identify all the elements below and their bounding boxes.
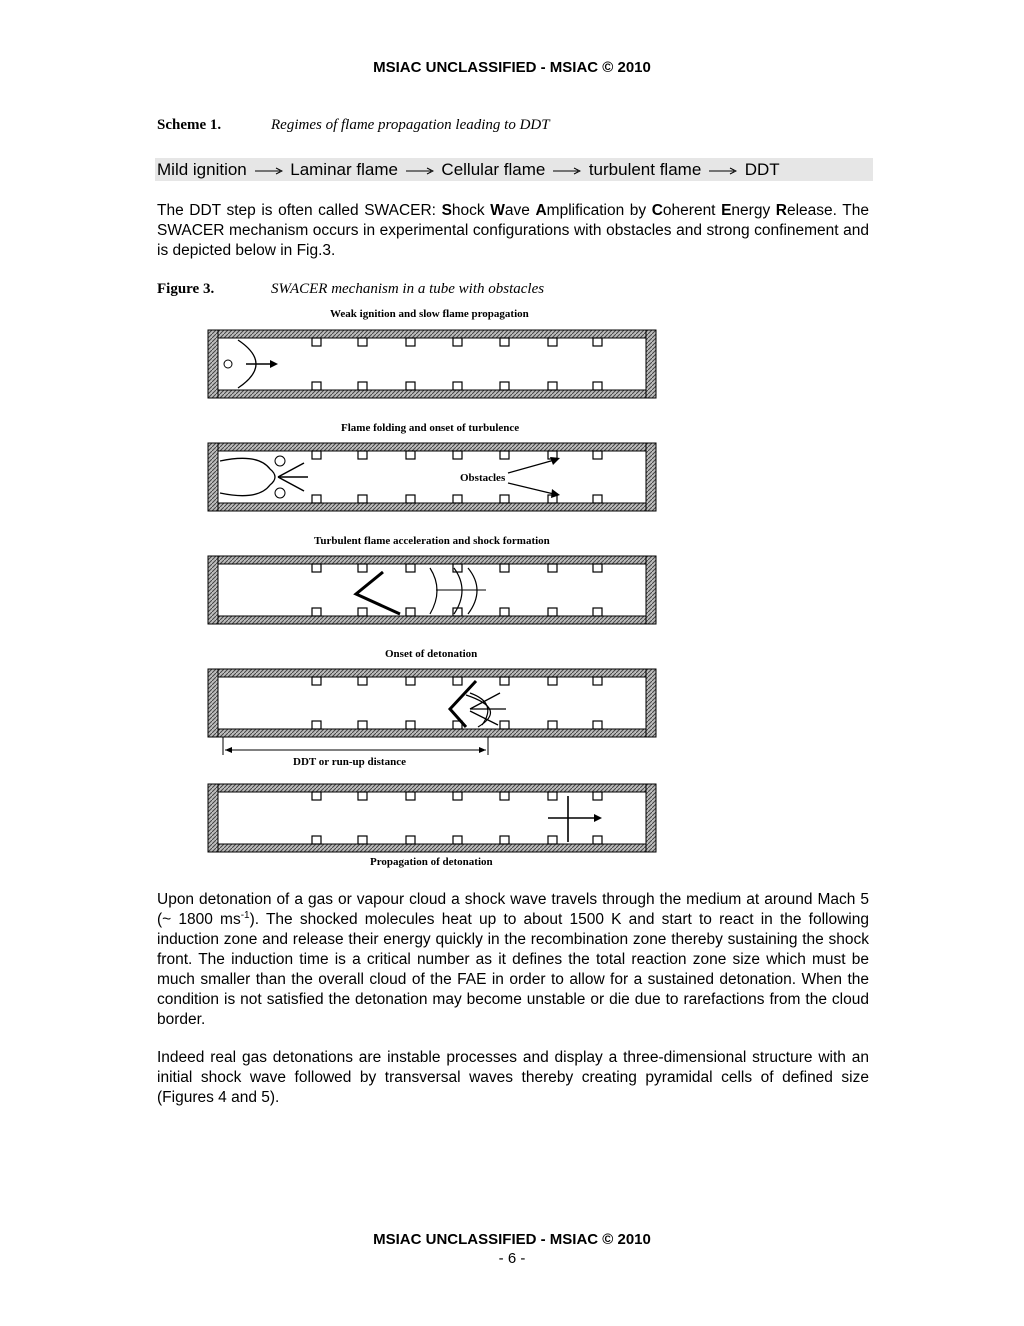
tube-wall: [208, 669, 218, 737]
stage-title-5: Propagation of detonation: [370, 856, 493, 868]
obstacle: [312, 495, 321, 503]
obstacle: [500, 677, 509, 685]
obstacle: [406, 677, 415, 685]
tube-stage-1: [208, 330, 656, 398]
obstacle: [312, 564, 321, 572]
obstacle: [358, 608, 367, 616]
scheme-title: Regimes of flame propagation leading to DDT: [271, 117, 550, 133]
obstacle: [453, 382, 462, 390]
obstacle: [500, 564, 509, 572]
regime-cellular-flame: Cellular flame: [441, 160, 546, 179]
tube-wall: [208, 729, 656, 737]
stage-title-3: Turbulent flame acceleration and shock formation: [314, 535, 550, 547]
obstacles-label: Obstacles: [460, 472, 506, 484]
regime-mild-ignition: Mild ignition: [157, 160, 247, 179]
obstacle: [500, 792, 509, 800]
obstacle: [593, 495, 602, 503]
obstacle: [593, 338, 602, 346]
tube-wall: [208, 844, 656, 852]
arrow-right-icon: [406, 166, 434, 176]
obstacle: [548, 382, 557, 390]
ddt-label: DDT or run-up distance: [293, 756, 406, 768]
obstacle: [406, 495, 415, 503]
arrow-right-icon: [255, 166, 283, 176]
obstacle: [406, 564, 415, 572]
obstacle: [548, 564, 557, 572]
obstacle: [312, 382, 321, 390]
obstacle: [548, 608, 557, 616]
tube-wall: [646, 556, 656, 624]
tube-wall: [646, 669, 656, 737]
obstacle: [358, 792, 367, 800]
paragraph-detonation: Upon detonation of a gas or vapour cloud a shock wave travels through the medium at around Mach 5 (~ 1800 $ms^{-1}$). The shocked molecules heat up to about 1500 K and start to react in the following induction zone and release their energy quickly in the recombination zone thereby sustaining the shock front. The induction time is a critical number as it defines the total reaction zone size which must be much smaller than the overall cloud of the FAE in order to allow for a sustained detonation. When the condition is not satisfied the detonation may become unstable or die due to rarefactions from the cloud border.: [157, 891, 869, 1028]
regime-laminar-flame: Laminar flame: [290, 160, 398, 179]
obstacle: [358, 721, 367, 729]
obstacle: [500, 608, 509, 616]
figure-caption: [157, 281, 544, 298]
tube-wall: [208, 390, 656, 398]
page-footer: MSIAC UNCLASSIFIED - MSIAC © 2010: [373, 1231, 651, 1248]
regime-ddt: DDT: [744, 160, 780, 179]
tube-wall: [208, 443, 218, 511]
ddt-distance-dimension: [208, 737, 508, 771]
obstacle: [453, 338, 462, 346]
obstacle: [406, 721, 415, 729]
obstacle: [593, 792, 602, 800]
obstacle: [593, 564, 602, 572]
tube-wall: [208, 503, 656, 511]
obstacle: [500, 721, 509, 729]
obstacle: [593, 836, 602, 844]
obstacle: [358, 564, 367, 572]
stage-title-4: Onset of detonation: [385, 648, 478, 660]
tube-wall: [646, 330, 656, 398]
obstacle: [548, 677, 557, 685]
obstacle: [406, 836, 415, 844]
obstacle: [500, 338, 509, 346]
obstacle: [358, 677, 367, 685]
obstacle: [406, 608, 415, 616]
arrow-right-icon: [709, 166, 737, 176]
stage-title-2: Flame folding and onset of turbulence: [341, 422, 520, 434]
tube-wall: [208, 443, 656, 451]
obstacle: [500, 382, 509, 390]
tube-wall: [208, 330, 656, 338]
tube-wall: [646, 784, 656, 852]
obstacle: [406, 382, 415, 390]
page-header: MSIAC UNCLASSIFIED - MSIAC © 2010: [373, 59, 651, 76]
obstacle: [312, 608, 321, 616]
obstacle: [406, 338, 415, 346]
regime-turbulent-flame: turbulent flame: [588, 160, 702, 179]
obstacle: [548, 792, 557, 800]
obstacle: [312, 836, 321, 844]
obstacle: [500, 836, 509, 844]
tube-wall: [208, 556, 656, 564]
tube-wall: [646, 443, 656, 511]
obstacle: [593, 677, 602, 685]
obstacle: [358, 338, 367, 346]
tube-wall: [208, 330, 218, 398]
obstacle: [453, 836, 462, 844]
figure-title: SWACER mechanism in a tube with obstacles: [271, 281, 545, 297]
obstacle: [453, 792, 462, 800]
tube-stage-2: [208, 443, 656, 511]
tube-stage-3: [208, 556, 656, 624]
obstacle: [312, 451, 321, 459]
obstacle: [453, 677, 462, 685]
arrow-right-icon: [553, 166, 581, 176]
obstacle: [406, 451, 415, 459]
scheme-caption: [157, 117, 550, 134]
obstacle: [312, 677, 321, 685]
intro-paragraph: The DDT step is often called SWACER: Shock Wave Amplification by Coherent Energy Release. The SWACER mechanism occurs in experimental configurations with obstacles and strong confinement and is depicted below in Fig.3.: [157, 202, 869, 259]
obstacle: [312, 721, 321, 729]
obstacle: [358, 382, 367, 390]
obstacle: [593, 451, 602, 459]
scheme-label: Scheme 1.: [157, 117, 222, 133]
tube-stage-4: [208, 669, 656, 737]
obstacle: [358, 836, 367, 844]
obstacles-callout: [440, 453, 580, 501]
obstacle: [358, 451, 367, 459]
page-number: - 6 -: [498, 1250, 526, 1267]
tube-wall: [208, 669, 656, 677]
obstacle: [312, 338, 321, 346]
tube-wall: [208, 556, 218, 624]
tube-wall: [208, 784, 218, 852]
tube-wall: [208, 616, 656, 624]
obstacle: [548, 836, 557, 844]
tube-wall: [208, 784, 656, 792]
obstacle: [593, 382, 602, 390]
paragraph-cells: Indeed real gas detonations are instable processes and display a three-dimensional structure with an initial shock wave followed by transversal waves thereby creating pyramidal cells of defined size (Figures 4 and 5).: [157, 1049, 869, 1106]
obstacle: [358, 495, 367, 503]
figure-label: Figure 3.: [157, 281, 215, 297]
tube-stage-5: [208, 784, 656, 852]
regimes-sequence: [155, 158, 873, 181]
obstacle: [593, 721, 602, 729]
obstacle: [593, 608, 602, 616]
obstacle: [548, 721, 557, 729]
obstacle: [312, 792, 321, 800]
stage-title-1: Weak ignition and slow flame propagation: [330, 308, 529, 320]
obstacle: [406, 792, 415, 800]
obstacle: [548, 338, 557, 346]
